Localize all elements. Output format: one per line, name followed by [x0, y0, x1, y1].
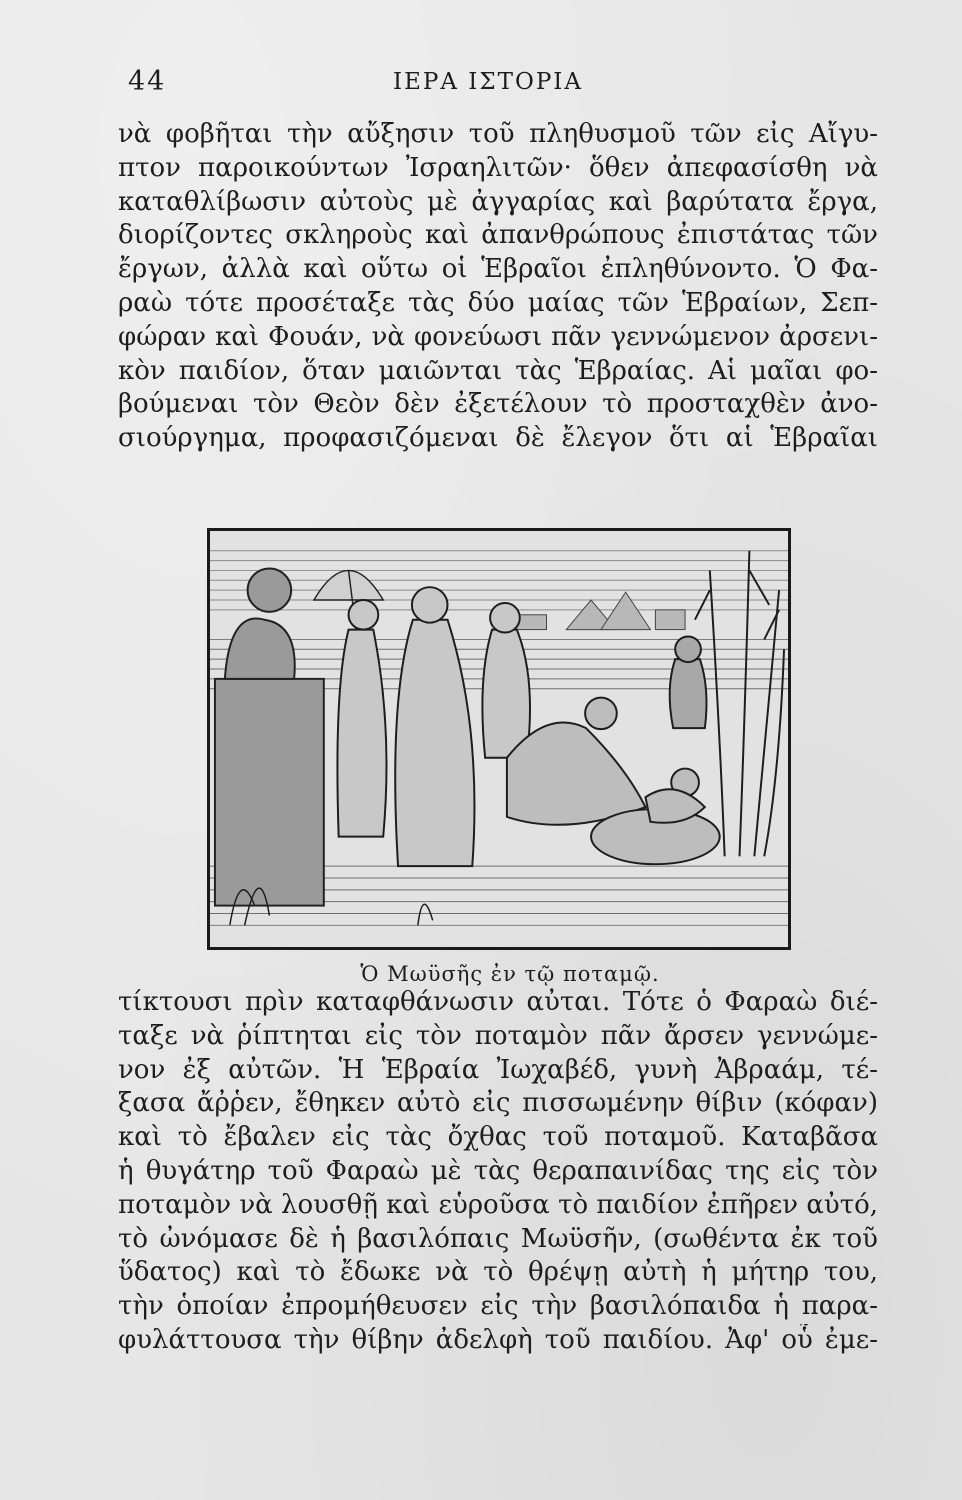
text-line: τὸ ὠνόμασε δὲ ἡ βασιλόπαις Μωϋσῆν, (σωθέντα ἐκ τοῦ	[118, 1223, 878, 1254]
engraving-illustration	[207, 528, 791, 950]
text-line: ταξε νὰ ῥίπτηται εἰς τὸν ποταμὸν πᾶν ἄρσεν γεννώμε-	[118, 1020, 878, 1051]
text-line: ποταμὸν νὰ λουσθῇ καὶ εὑροῦσα τὸ παιδίον ἐπῆρεν αὐτό,	[118, 1189, 878, 1220]
text-line: ραὼ τότε προσέταξε τὰς δύο μαίας τῶν Ἑβραίων, Σεπ-	[118, 287, 878, 318]
figure-caption: Ὁ Μωϋσῆς ἐν τῷ ποταμῷ.	[360, 962, 660, 986]
text-line: ὕδατος) καὶ τὸ ἔδωκε νὰ τὸ θρέψῃ αὐτὴ ἡ μήτηρ του,	[118, 1257, 878, 1288]
page-number: 44	[128, 66, 167, 97]
page-header	[128, 66, 868, 106]
text-line: νον ἐξ αὐτῶν. Ἡ Ἑβραία Ἰωχαβέδ, γυνὴ Ἀβραάμ, τέ-	[118, 1054, 878, 1085]
text-line: τίκτουσι πρὶν καταφθάνωσιν αὐται. Τότε ὁ Φαραὼ διέ-	[118, 987, 878, 1017]
text-line: ἔργων, ἀλλὰ καὶ οὕτω οἱ Ἑβραῖοι ἐπληθύνοντο. Ὁ Φα-	[118, 254, 878, 285]
paragraph-bottom	[118, 986, 878, 1358]
text-line: ξασα ἄῤῥεν, ἔθηκεν αὐτὸ εἰς πισσωμένην θίβιν (κόφαν)	[118, 1088, 878, 1119]
text-line: καὶ τὸ ἔβαλεν εἰς τὰς ὄχθας τοῦ ποταμοῦ. Καταβᾶσα	[118, 1122, 878, 1153]
text-line: βούμεναι τὸν Θεὸν δὲν ἐξετέλουν τὸ προσταχθὲν ἀνο-	[118, 389, 878, 420]
moses-in-river-engraving	[210, 531, 788, 947]
text-line: νὰ φοβῆται τὴν αὔξησιν τοῦ πληθυσμοῦ τῶν εἰς Αἴγυ-	[118, 119, 878, 149]
text-line: καταθλίβωσιν αὐτοὺς μὲ ἀγγαρίας καὶ βαρύτατα ἔργα,	[118, 186, 878, 217]
text-line: σιούργημα, προφασιζόμεναι δὲ ἔλεγον ὅτι αἱ Ἑβραῖαι	[118, 423, 878, 454]
text-line: τὴν ὁποίαν ἐπρομήθευσεν εἰς τὴν βασιλόπαιδα ἡ παρα-	[118, 1291, 878, 1322]
text-line: πτον παροικούντων Ἰσραηλιτῶν· ὅθεν ἀπεφασίσθη νὰ	[118, 152, 878, 183]
running-title: ΙΕΡΑ ΙΣΤΟΡΙΑ	[393, 69, 583, 95]
text-line: φυλάττουσα τὴν θίβην ἀδελφὴ τοῦ παιδίου. Ἀφ' οὗ ἐμε-	[118, 1324, 878, 1355]
text-line: φώραν καὶ Φουάν, νὰ φονεύωσι πᾶν γεννώμενον ἀρσενι-	[118, 321, 878, 352]
paragraph-top	[118, 118, 878, 456]
text-line: διορίζοντες σκληροὺς καὶ ἀπανθρώπους ἐπιστάτας τῶν	[118, 220, 878, 251]
text-line: κὸν παιδίον, ὅταν μαιῶνται τὰς Ἑβραίας. Αἱ μαῖαι φο-	[118, 355, 878, 386]
text-line: ἡ θυγάτηρ τοῦ Φαραὼ μὲ τὰς θεραπαινίδας της εἰς τὸν	[118, 1155, 878, 1186]
